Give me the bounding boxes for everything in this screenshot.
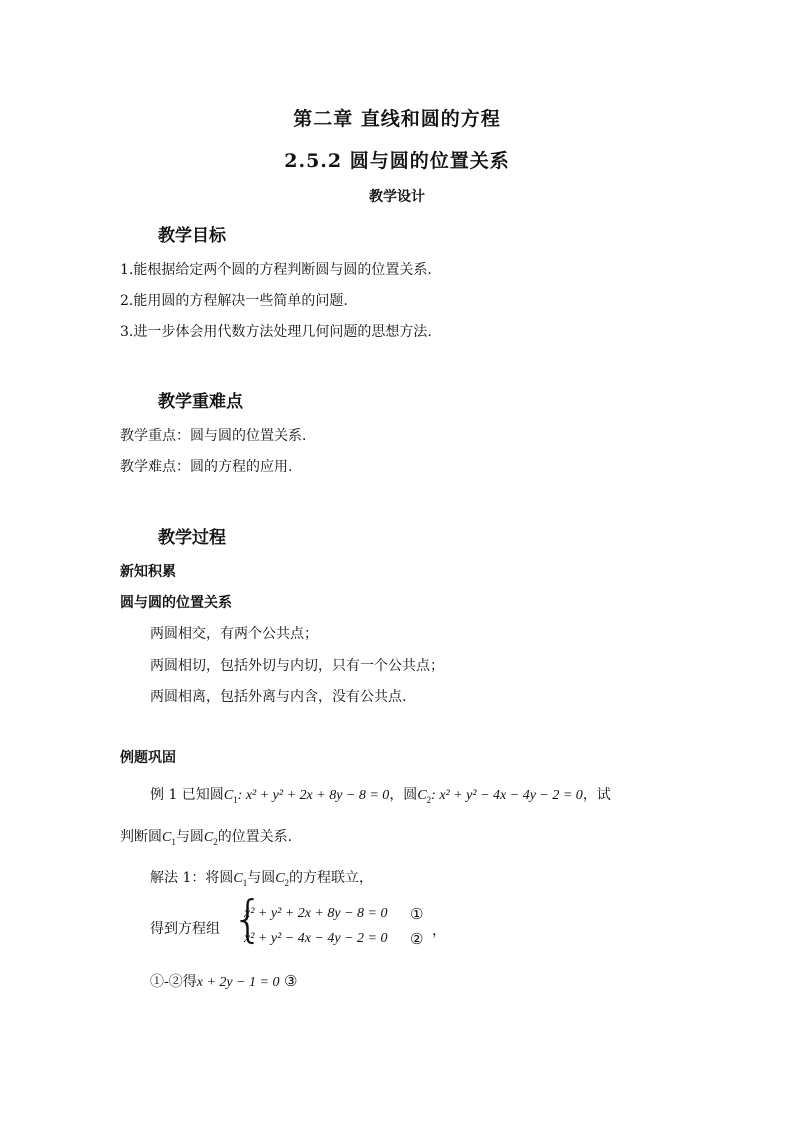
example-1-statement: 例 1 已知圆$C_1$: x² + y² + 2x + 8y − 8 = 0，圆$C_2$: x² + y² − 4x − 4y − 2 = 0，试: [150, 787, 611, 805]
system-equation-2: x² + y² − 4x − 4y − 2 = 0: [244, 931, 388, 946]
chapter-title: 第二章 直线和圆的方程: [293, 108, 501, 130]
equation-system: { x² + y² + 2x + 8y − 8 = 0 x² + y² − 4x − 4y − 2 = 0 ① ② ，: [232, 890, 446, 948]
document-subtitle: 教学设计: [369, 189, 425, 205]
circle-c2-name: C: [417, 788, 427, 803]
keypoints-heading: 教学重难点: [158, 392, 243, 412]
relation-item: 两圆相切，包括外切与内切，只有一个公共点；: [150, 658, 444, 674]
circle-c2-equation: : x² + y² − 4x − 4y − 2 = 0: [431, 788, 583, 803]
system-label: 得到方程组: [150, 921, 220, 937]
example-1-question: 判断圆$C_1$与圆$C_2$的位置关系.: [120, 829, 293, 847]
line-equation: x + 2y − 1 = 0: [196, 975, 280, 990]
system-equation-1: x² + y² + 2x + 8y − 8 = 0: [244, 906, 388, 921]
subheading-examples: 例题巩固: [120, 750, 176, 766]
example-intro: 例 1 已知圆: [150, 787, 224, 803]
circle-c1-equation: : x² + y² + 2x + 8y − 8 = 0: [237, 788, 390, 803]
objective-item: 2.能用圆的方程解决一些简单的问题.: [120, 293, 348, 309]
subheading-circle-relations: 圆与圆的位置关系: [120, 595, 232, 611]
difference-step: ①-②得x + 2y − 1 = 0 ③: [150, 972, 298, 990]
marker-2: ②: [410, 930, 424, 948]
objective-item: 3.进一步体会用代数方法处理几何问题的思想方法.: [120, 324, 432, 340]
left-brace-icon: {: [232, 890, 264, 948]
circle-c1-name: C: [223, 788, 234, 803]
subheading-new-knowledge: 新知积累: [120, 564, 176, 580]
objective-item: 1.能根据给定两个圆的方程判断圆与圆的位置关系.: [120, 262, 432, 278]
keypoint-item: 教学重点：圆与圆的位置关系.: [120, 428, 307, 444]
objectives-heading: 教学目标: [158, 226, 226, 246]
relation-item: 两圆相交，有两个公共点；: [150, 626, 318, 642]
keypoint-item: 教学难点：圆的方程的应用.: [120, 459, 293, 475]
relation-item: 两圆相离，包括外离与内含，没有公共点.: [150, 689, 407, 705]
marker-1: ①: [410, 905, 424, 923]
section-title: 2.5.2 圆与圆的位置关系: [284, 150, 510, 172]
solution-1-intro: 解法 1：将圆$C_1$与圆$C_2$的方程联立，: [150, 870, 374, 888]
process-heading: 教学过程: [158, 528, 226, 548]
marker-3: ③: [283, 972, 298, 990]
